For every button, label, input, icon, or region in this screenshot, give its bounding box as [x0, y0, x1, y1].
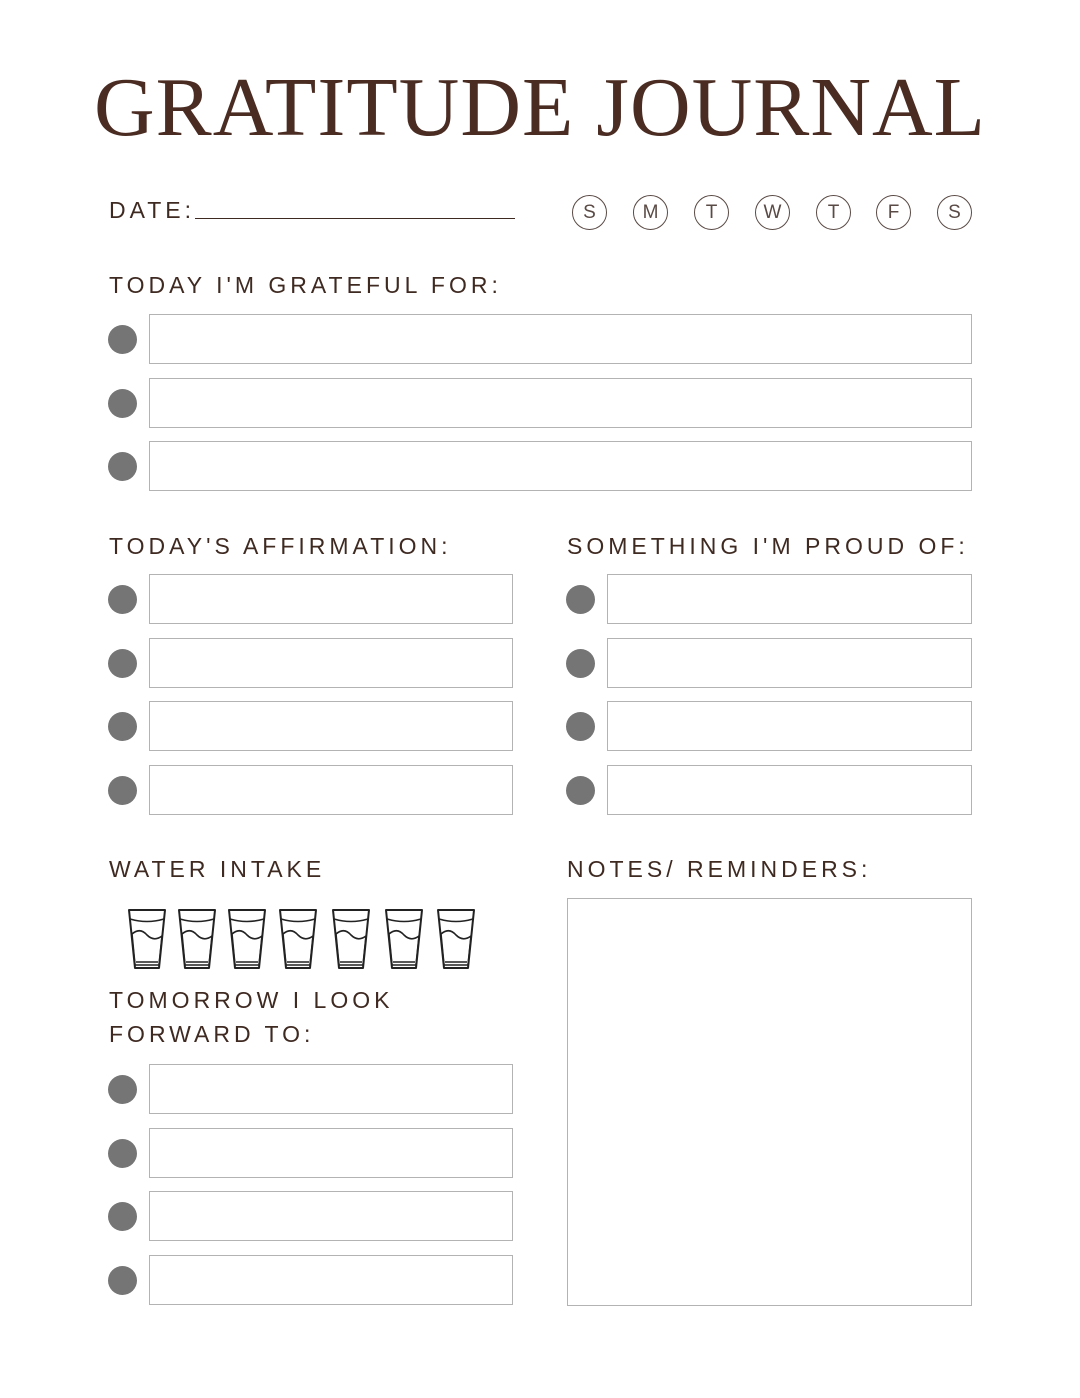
date-field[interactable]	[195, 218, 515, 219]
affirmation-entry-4[interactable]	[149, 765, 513, 815]
affirmation-entry-1[interactable]	[149, 574, 513, 624]
water-glass-icon[interactable]	[226, 907, 268, 971]
bullet-icon	[566, 585, 595, 614]
water-glass-icon[interactable]	[176, 907, 218, 971]
day-sunday[interactable]: S	[572, 195, 607, 230]
water-glass-icon[interactable]	[330, 907, 372, 971]
bullet-icon	[566, 712, 595, 741]
affirmation-entry-3[interactable]	[149, 701, 513, 751]
bullet-icon	[566, 776, 595, 805]
affirmation-entry-2[interactable]	[149, 638, 513, 688]
bullet-icon	[108, 1202, 137, 1231]
bullet-icon	[108, 325, 137, 354]
tomorrow-entry-2[interactable]	[149, 1128, 513, 1178]
bullet-icon	[108, 1075, 137, 1104]
day-thursday[interactable]: T	[816, 195, 851, 230]
proud-entry-4[interactable]	[607, 765, 972, 815]
bullet-icon	[108, 389, 137, 418]
proud-entry-2[interactable]	[607, 638, 972, 688]
water-heading: WATER INTAKE	[109, 856, 326, 882]
date-label: DATE:	[109, 197, 196, 223]
page-title: GRATITUDE JOURNAL	[94, 61, 986, 154]
water-glass-icon[interactable]	[435, 907, 477, 971]
grateful-heading: TODAY I'M GRATEFUL FOR:	[109, 272, 502, 298]
grateful-entry-1[interactable]	[149, 314, 972, 364]
proud-entry-3[interactable]	[607, 701, 972, 751]
bullet-icon	[108, 585, 137, 614]
notes-area[interactable]	[567, 898, 972, 1306]
day-tuesday[interactable]: T	[694, 195, 729, 230]
day-saturday[interactable]: S	[937, 195, 972, 230]
tomorrow-heading-line1: TOMORROW I LOOK	[109, 987, 394, 1013]
proud-entry-1[interactable]	[607, 574, 972, 624]
water-glass-icon[interactable]	[277, 907, 319, 971]
bullet-icon	[108, 1139, 137, 1168]
bullet-icon	[108, 452, 137, 481]
grateful-entry-3[interactable]	[149, 441, 972, 491]
affirmation-heading: TODAY'S AFFIRMATION:	[109, 533, 452, 559]
bullet-icon	[108, 1266, 137, 1295]
tomorrow-heading-line2: FORWARD TO:	[109, 1021, 315, 1047]
day-monday[interactable]: M	[633, 195, 668, 230]
day-wednesday[interactable]: W	[755, 195, 790, 230]
bullet-icon	[108, 776, 137, 805]
grateful-entry-2[interactable]	[149, 378, 972, 428]
day-friday[interactable]: F	[876, 195, 911, 230]
tomorrow-entry-1[interactable]	[149, 1064, 513, 1114]
water-glass-icon[interactable]	[383, 907, 425, 971]
tomorrow-entry-3[interactable]	[149, 1191, 513, 1241]
water-glass-icon[interactable]	[126, 907, 168, 971]
notes-heading: NOTES/ REMINDERS:	[567, 856, 872, 882]
bullet-icon	[566, 649, 595, 678]
proud-heading: SOMETHING I'M PROUD OF:	[567, 533, 969, 559]
bullet-icon	[108, 649, 137, 678]
bullet-icon	[108, 712, 137, 741]
tomorrow-entry-4[interactable]	[149, 1255, 513, 1305]
